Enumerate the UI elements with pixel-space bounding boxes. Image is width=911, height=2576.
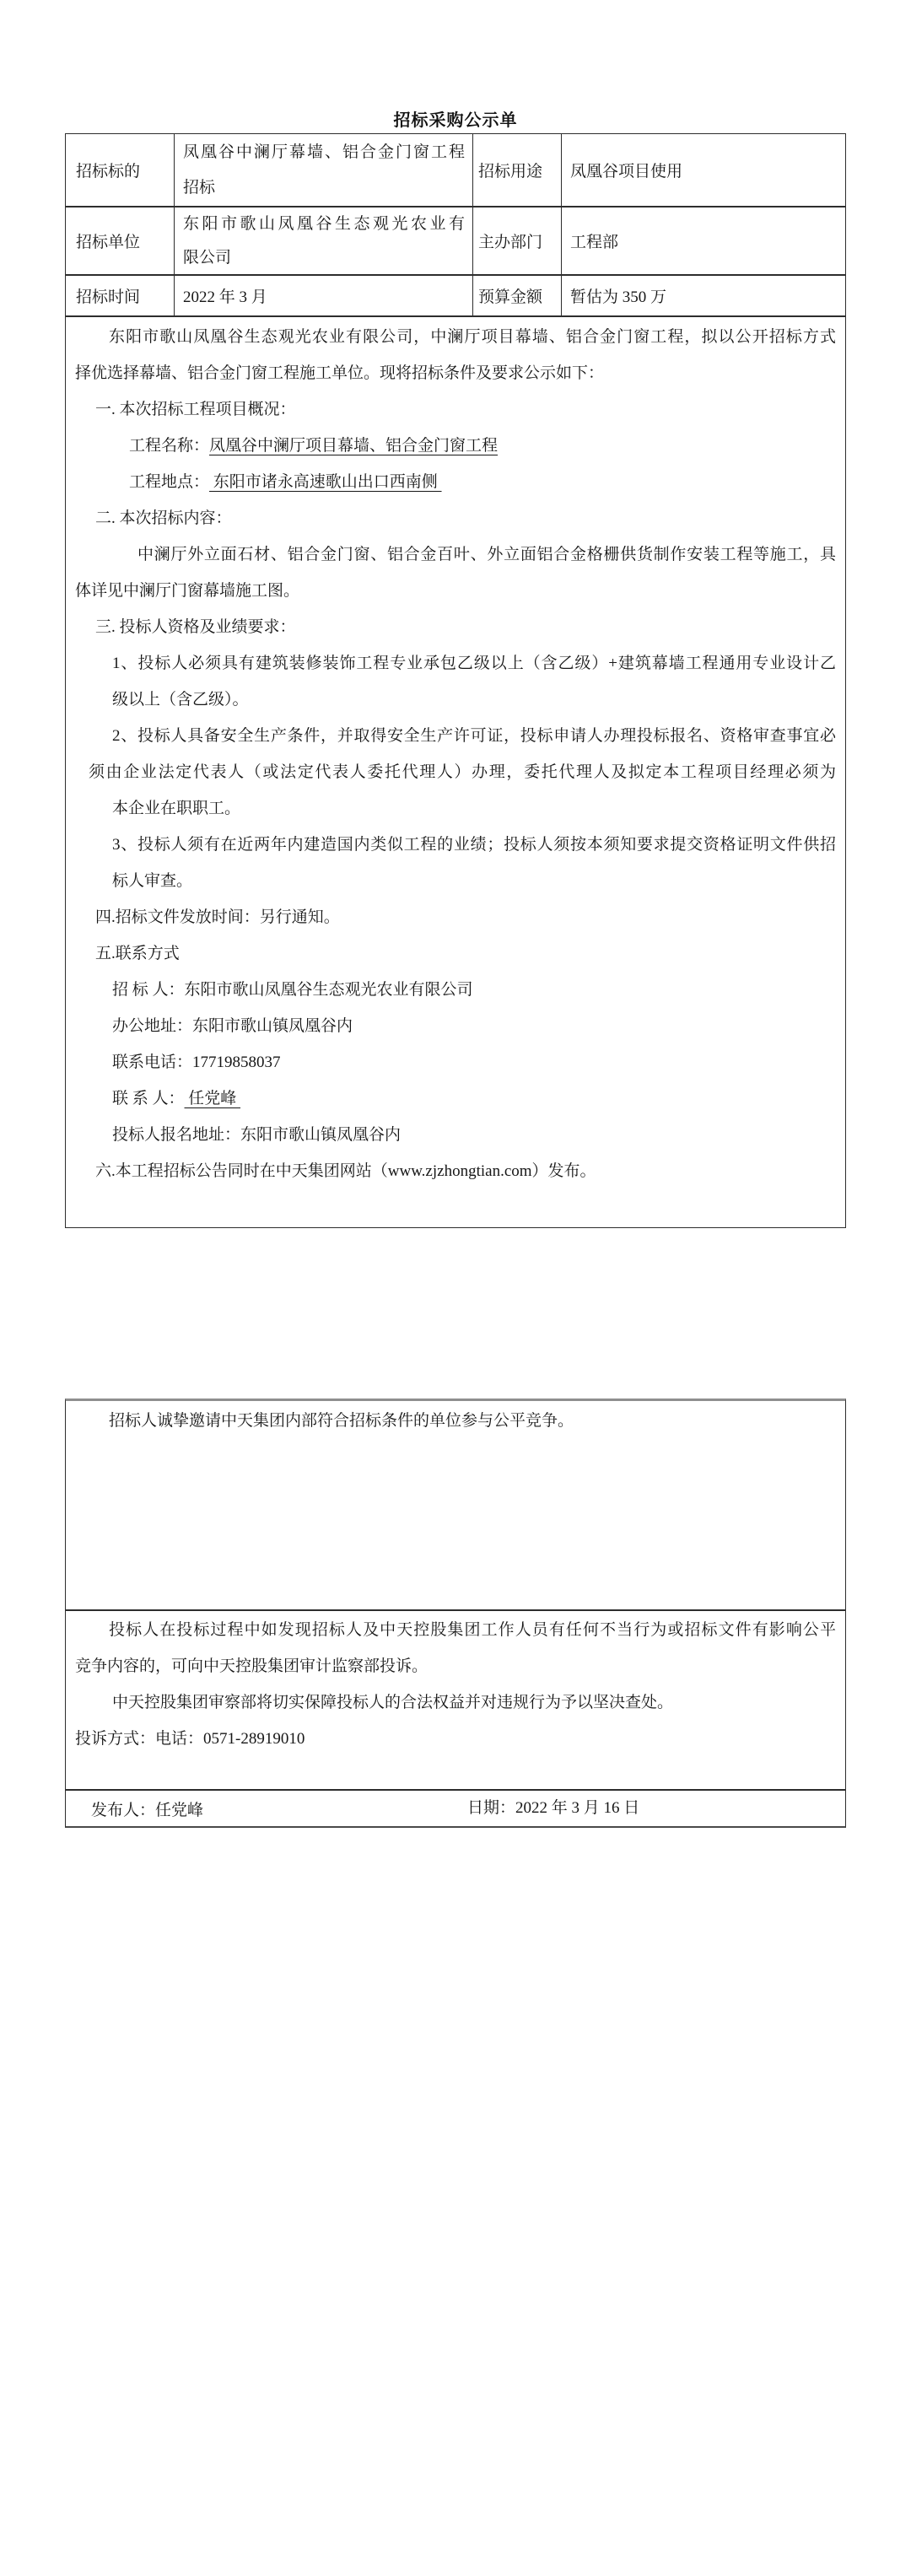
notice-line-16: 标人审查。 [112,872,193,890]
notice-line-01: 东阳市歌山凤凰谷生态观光农业有限公司，中澜厅项目幕墙、铝合金门窗工程，拟以公开招标方式 [109,328,836,346]
bid-subject-value [175,134,473,207]
notice-line-12: 2、投标人具备安全生产条件，并取得安全生产许可证，投标申请人办理投标报名、资格审查事宜必 [112,727,836,745]
notice-line-11: 级以上（含乙级）。 [112,691,249,709]
notice-office-address: 办公地址：东阳市歌山镇凤凰谷内 [112,1017,353,1035]
bid-unit-line1: 东阳市歌山凤凰谷生态观光农业有 [183,214,465,233]
notice-signup-address: 投标人报名地址：东阳市歌山镇凤凰谷内 [112,1126,402,1144]
complaint-cell [66,1611,845,1791]
bid-time-value: 2022 年 3 月 [175,276,473,317]
project-name-label: 工程名称： [129,437,210,455]
footer-row [66,1791,845,1826]
notice-line-07: 中澜厅外立面石材、铝合金门窗、铝合金百叶、外立面铝合金格栅供货制作安装工程等施工，具 [137,546,836,563]
notice-line-08: 体详见中澜厅门窗幕墙施工图。 [75,582,300,600]
complaint-line-2: 竞争内容的，可向中天控股集团审计监察部投诉。 [75,1657,429,1675]
info-table [65,133,846,1228]
contact-person-label: 联 系 人： [112,1090,185,1107]
bid-subject-line2: 招标 [183,178,216,197]
notice-body [66,317,845,1227]
invitation-table [65,1398,846,1828]
notice-section-3-heading: 三. 投标人资格及业绩要求： [95,618,296,636]
budget-label: 预算金额 [473,276,562,317]
budget-value: 暂估为 350 万 [562,276,845,317]
bid-unit-value [175,207,473,276]
notice-section-6-heading: 六.本工程招标公告同时在中天集团网站（www.zjzhongtian.com）发布。 [95,1162,596,1180]
invitation-cell [66,1401,845,1611]
bid-subject-label: 招标标的 [66,134,175,207]
bid-time-label: 招标时间 [66,276,175,317]
purpose-value: 凤凰谷项目使用 [562,134,845,207]
notice-section-2-heading: 二. 本次招标内容： [95,509,232,527]
notice-line-02: 择优选择幕墙、铝合金门窗工程施工单位。现将招标条件及要求公示如下： [75,364,605,382]
complaint-line-3: 中天控股集团审察部将切实保障投标人的合法权益并对违规行为予以坚决查处。 [112,1694,674,1711]
dept-label: 主办部门 [473,207,562,276]
publisher: 发布人：任党峰 [91,1801,204,1819]
purpose-label: 招标用途 [473,134,562,207]
notice-line-14: 本企业在职职工。 [112,800,241,817]
dept-value: 工程部 [562,207,845,276]
bid-subject-line1: 凤凰谷中澜厅幕墙、铝合金门窗工程 [183,143,465,161]
notice-section-5-heading: 五.联系方式 [95,945,180,962]
notice-section-4-heading: 四.招标文件发放时间：另行通知。 [95,908,340,926]
project-location-label: 工程地点： [129,473,210,491]
invitation-line: 招标人诚挚邀请中天集团内部符合招标条件的单位参与公平竞争。 [109,1412,574,1430]
notice-line-10: 1、投标人必须具有建筑装修装饰工程专业承包乙级以上（含乙级）+建筑幕墙工程通用专业设计乙 [112,655,836,672]
project-location-value: 东阳市诸永高速歌山出口西南侧 [209,473,442,491]
contact-person-value: 任党峰 [184,1090,241,1107]
bid-unit-label: 招标单位 [66,207,175,276]
notice-section-1-heading: 一. 本次招标工程项目概况： [95,401,296,418]
notice-project-name [129,428,836,464]
publish-date: 日期：2022 年 3 月 16 日 [467,1799,640,1817]
notice-tenderer: 招 标 人：东阳市歌山凤凰谷生态观光农业有限公司 [112,981,473,999]
notice-line-13: 须由企业法定代表人（或法定代表人委托代理人）办理，委托代理人及拟定本工程项目经理必须为 [89,763,836,781]
notice-contact-person [112,1081,836,1117]
page-title: 招标采购公示单 [393,111,518,130]
bid-unit-line2: 限公司 [183,248,232,267]
project-name-value: 凤凰谷中澜厅项目幕墙、铝合金门窗工程 [209,437,499,455]
complaint-phone: 投诉方式：电话：0571-28919010 [75,1730,305,1748]
notice-project-location [129,464,836,500]
notice-phone: 联系电话：17719858037 [112,1054,281,1071]
notice-line-15: 3、投标人须有在近两年内建造国内类似工程的业绩；投标人须按本须知要求提交资格证明文件供招 [112,836,836,854]
complaint-line-1: 投标人在投标过程中如发现招标人及中天控股集团工作人员有任何不当行为或招标文件有影响公平 [109,1621,836,1639]
